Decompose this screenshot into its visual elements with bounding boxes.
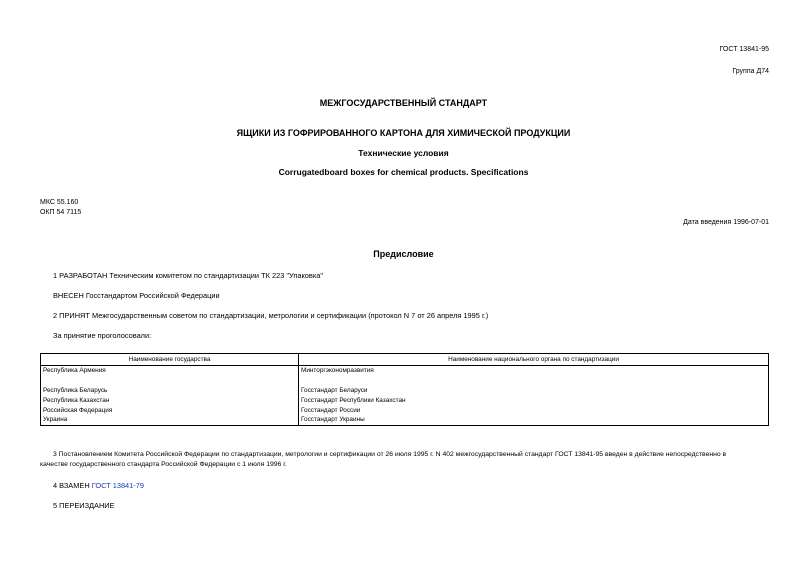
state-cell: Российская Федерация (41, 405, 299, 415)
foreword-heading: Предисловие (373, 249, 434, 259)
table-row (41, 415, 769, 425)
document-title-en: Corrugatedboard boxes for chemical products. Specifications (278, 167, 529, 177)
foreword-paragraph-1: 1 РАЗРАБОТАН Техническим комитетом по стандартизации ТК 223 "Упаковка" (53, 271, 323, 280)
foreword-paragraph-6 (53, 481, 144, 490)
mks-code: МКС 55.160 (40, 199, 79, 206)
state-cell: Республика Армения (41, 366, 299, 376)
foreword-paragraph-3: 2 ПРИНЯТ Межгосударственным советом по стандартизации, метрологии и сертификации (протокол N 7 от 26 апреля 1995 г.) (53, 311, 489, 320)
body-cell: Госстандарт Беларуси (299, 386, 769, 396)
column-header-body: Наименование национального органа по стандартизации (299, 354, 769, 366)
foreword-paragraph-7: 5 ПЕРЕИЗДАНИЕ (53, 501, 115, 510)
document-title: ЯЩИКИ ИЗ ГОФРИРОВАННОГО КАРТОНА ДЛЯ ХИМИЧЕСКОЙ ПРОДУКЦИИ (236, 128, 571, 138)
state-cell (41, 376, 299, 386)
introduction-date: Дата введения 1996-07-01 (683, 219, 769, 226)
table-row (41, 395, 769, 405)
doc-code: ГОСТ 13841-95 (719, 46, 769, 53)
body-cell (299, 376, 769, 386)
state-cell: Республика Беларусь (41, 386, 299, 396)
table-row (41, 386, 769, 396)
group-code: Группа Д74 (732, 68, 769, 75)
table-row (41, 376, 769, 386)
body-cell: Госстандарт России (299, 405, 769, 415)
okp-code: ОКП 54 7115 (40, 209, 82, 216)
table-row (41, 405, 769, 415)
state-cell: Республика Казахстан (41, 395, 299, 405)
body-cell: Минторгэкономразвития (299, 366, 769, 376)
column-header-state: Наименование государства (41, 354, 299, 366)
voting-states-table (40, 353, 769, 426)
foreword-paragraph-4: За принятие проголосовали: (53, 331, 152, 340)
state-cell: Украина (41, 415, 299, 425)
table-row (41, 366, 769, 376)
foreword-paragraph-5-line-1: 3 Постановлением Комитета Российской Федерации по стандартизации, метрологии и сертификации от 26 июля 1995 г. N 402 межгосударственный стандарт ГОСТ 13841-95 введен в действие непосредственно в (53, 451, 727, 458)
body-cell: Госстандарт Республики Казахстан (299, 395, 769, 405)
standard-type: МЕЖГОСУДАРСТВЕННЫЙ СТАНДАРТ (319, 98, 488, 108)
body-cell: Госстандарт Украины (299, 415, 769, 425)
foreword-paragraph-5-line-2: качестве государственного стандарта Российской Федерации с 1 июля 1996 г. (40, 461, 287, 468)
document-subtitle: Технические условия (358, 148, 449, 158)
replaces-label: 4 ВЗАМЕН (53, 481, 90, 490)
foreword-paragraph-2: ВНЕСЕН Госстандартом Российской Федерации (53, 291, 220, 300)
table-header-row (41, 354, 769, 366)
replaced-standard-link[interactable]: ГОСТ 13841-79 (91, 481, 144, 490)
